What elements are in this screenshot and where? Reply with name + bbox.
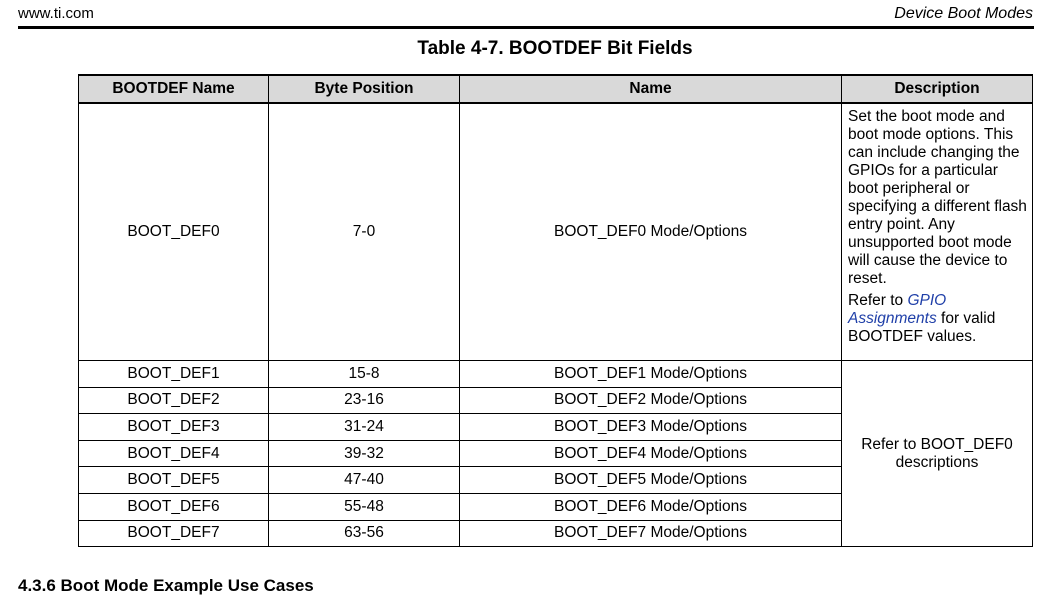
bootdef-cell: BOOT_DEF2 bbox=[79, 387, 269, 414]
name-cell: BOOT_DEF1 Mode/Options bbox=[460, 361, 842, 388]
byte-position-cell: 63-56 bbox=[269, 520, 460, 547]
bootdef-cell: BOOT_DEF6 bbox=[79, 493, 269, 520]
name-cell: BOOT_DEF7 Mode/Options bbox=[460, 520, 842, 547]
name-cell: BOOT_DEF2 Mode/Options bbox=[460, 387, 842, 414]
description-cell bbox=[842, 103, 1033, 361]
site-url: www.ti.com bbox=[18, 5, 94, 22]
name-cell: BOOT_DEF0 Mode/Options bbox=[460, 103, 842, 361]
bootdef-table bbox=[78, 74, 1033, 547]
description-cell-merged: Refer to BOOT_DEF0 descriptions bbox=[842, 361, 1033, 547]
bootdef-cell: BOOT_DEF3 bbox=[79, 414, 269, 441]
name-cell: BOOT_DEF4 Mode/Options bbox=[460, 440, 842, 467]
refer-prefix: Refer to bbox=[848, 292, 908, 309]
col-header-byte-position: Byte Position bbox=[269, 75, 460, 103]
name-cell: BOOT_DEF6 Mode/Options bbox=[460, 493, 842, 520]
byte-position-cell: 55-48 bbox=[269, 493, 460, 520]
bootdef-cell: BOOT_DEF7 bbox=[79, 520, 269, 547]
bootdef-cell: BOOT_DEF1 bbox=[79, 361, 269, 388]
description-text: Set the boot mode and boot mode options. This can include changing the GPIOs for a particular boot peripheral or specifying a different flash entry point. Any unsupported boot mode will cause the device to reset. bbox=[848, 108, 1027, 287]
col-header-description: Description bbox=[842, 75, 1033, 103]
col-header-name: Name bbox=[460, 75, 842, 103]
table-title: Table 4-7. BOOTDEF Bit Fields bbox=[417, 38, 693, 59]
byte-position-cell: 39-32 bbox=[269, 440, 460, 467]
byte-position-cell: 7-0 bbox=[269, 103, 460, 361]
byte-position-cell: 31-24 bbox=[269, 414, 460, 441]
name-cell: BOOT_DEF3 Mode/Options bbox=[460, 414, 842, 441]
name-cell: BOOT_DEF5 Mode/Options bbox=[460, 467, 842, 494]
table-row bbox=[79, 103, 1033, 361]
byte-position-cell: 15-8 bbox=[269, 361, 460, 388]
byte-position-cell: 47-40 bbox=[269, 467, 460, 494]
section-title: Device Boot Modes bbox=[894, 5, 1033, 22]
byte-position-cell: 23-16 bbox=[269, 387, 460, 414]
description-refer bbox=[848, 292, 1027, 346]
next-section-heading: 4.3.6 Boot Mode Example Use Cases bbox=[18, 576, 314, 595]
col-header-bootdef-name: BOOTDEF Name bbox=[79, 75, 269, 103]
bootdef-cell: BOOT_DEF4 bbox=[79, 440, 269, 467]
table-header-row bbox=[79, 75, 1033, 103]
bootdef-cell: BOOT_DEF5 bbox=[79, 467, 269, 494]
table-row bbox=[79, 361, 1033, 388]
header-rule bbox=[18, 26, 1034, 29]
gpio-assignments-link[interactable]: GPIO Assignments bbox=[848, 292, 947, 327]
refer-suffix: for valid BOOTDEF values. bbox=[848, 310, 996, 345]
bootdef-cell: BOOT_DEF0 bbox=[79, 103, 269, 361]
